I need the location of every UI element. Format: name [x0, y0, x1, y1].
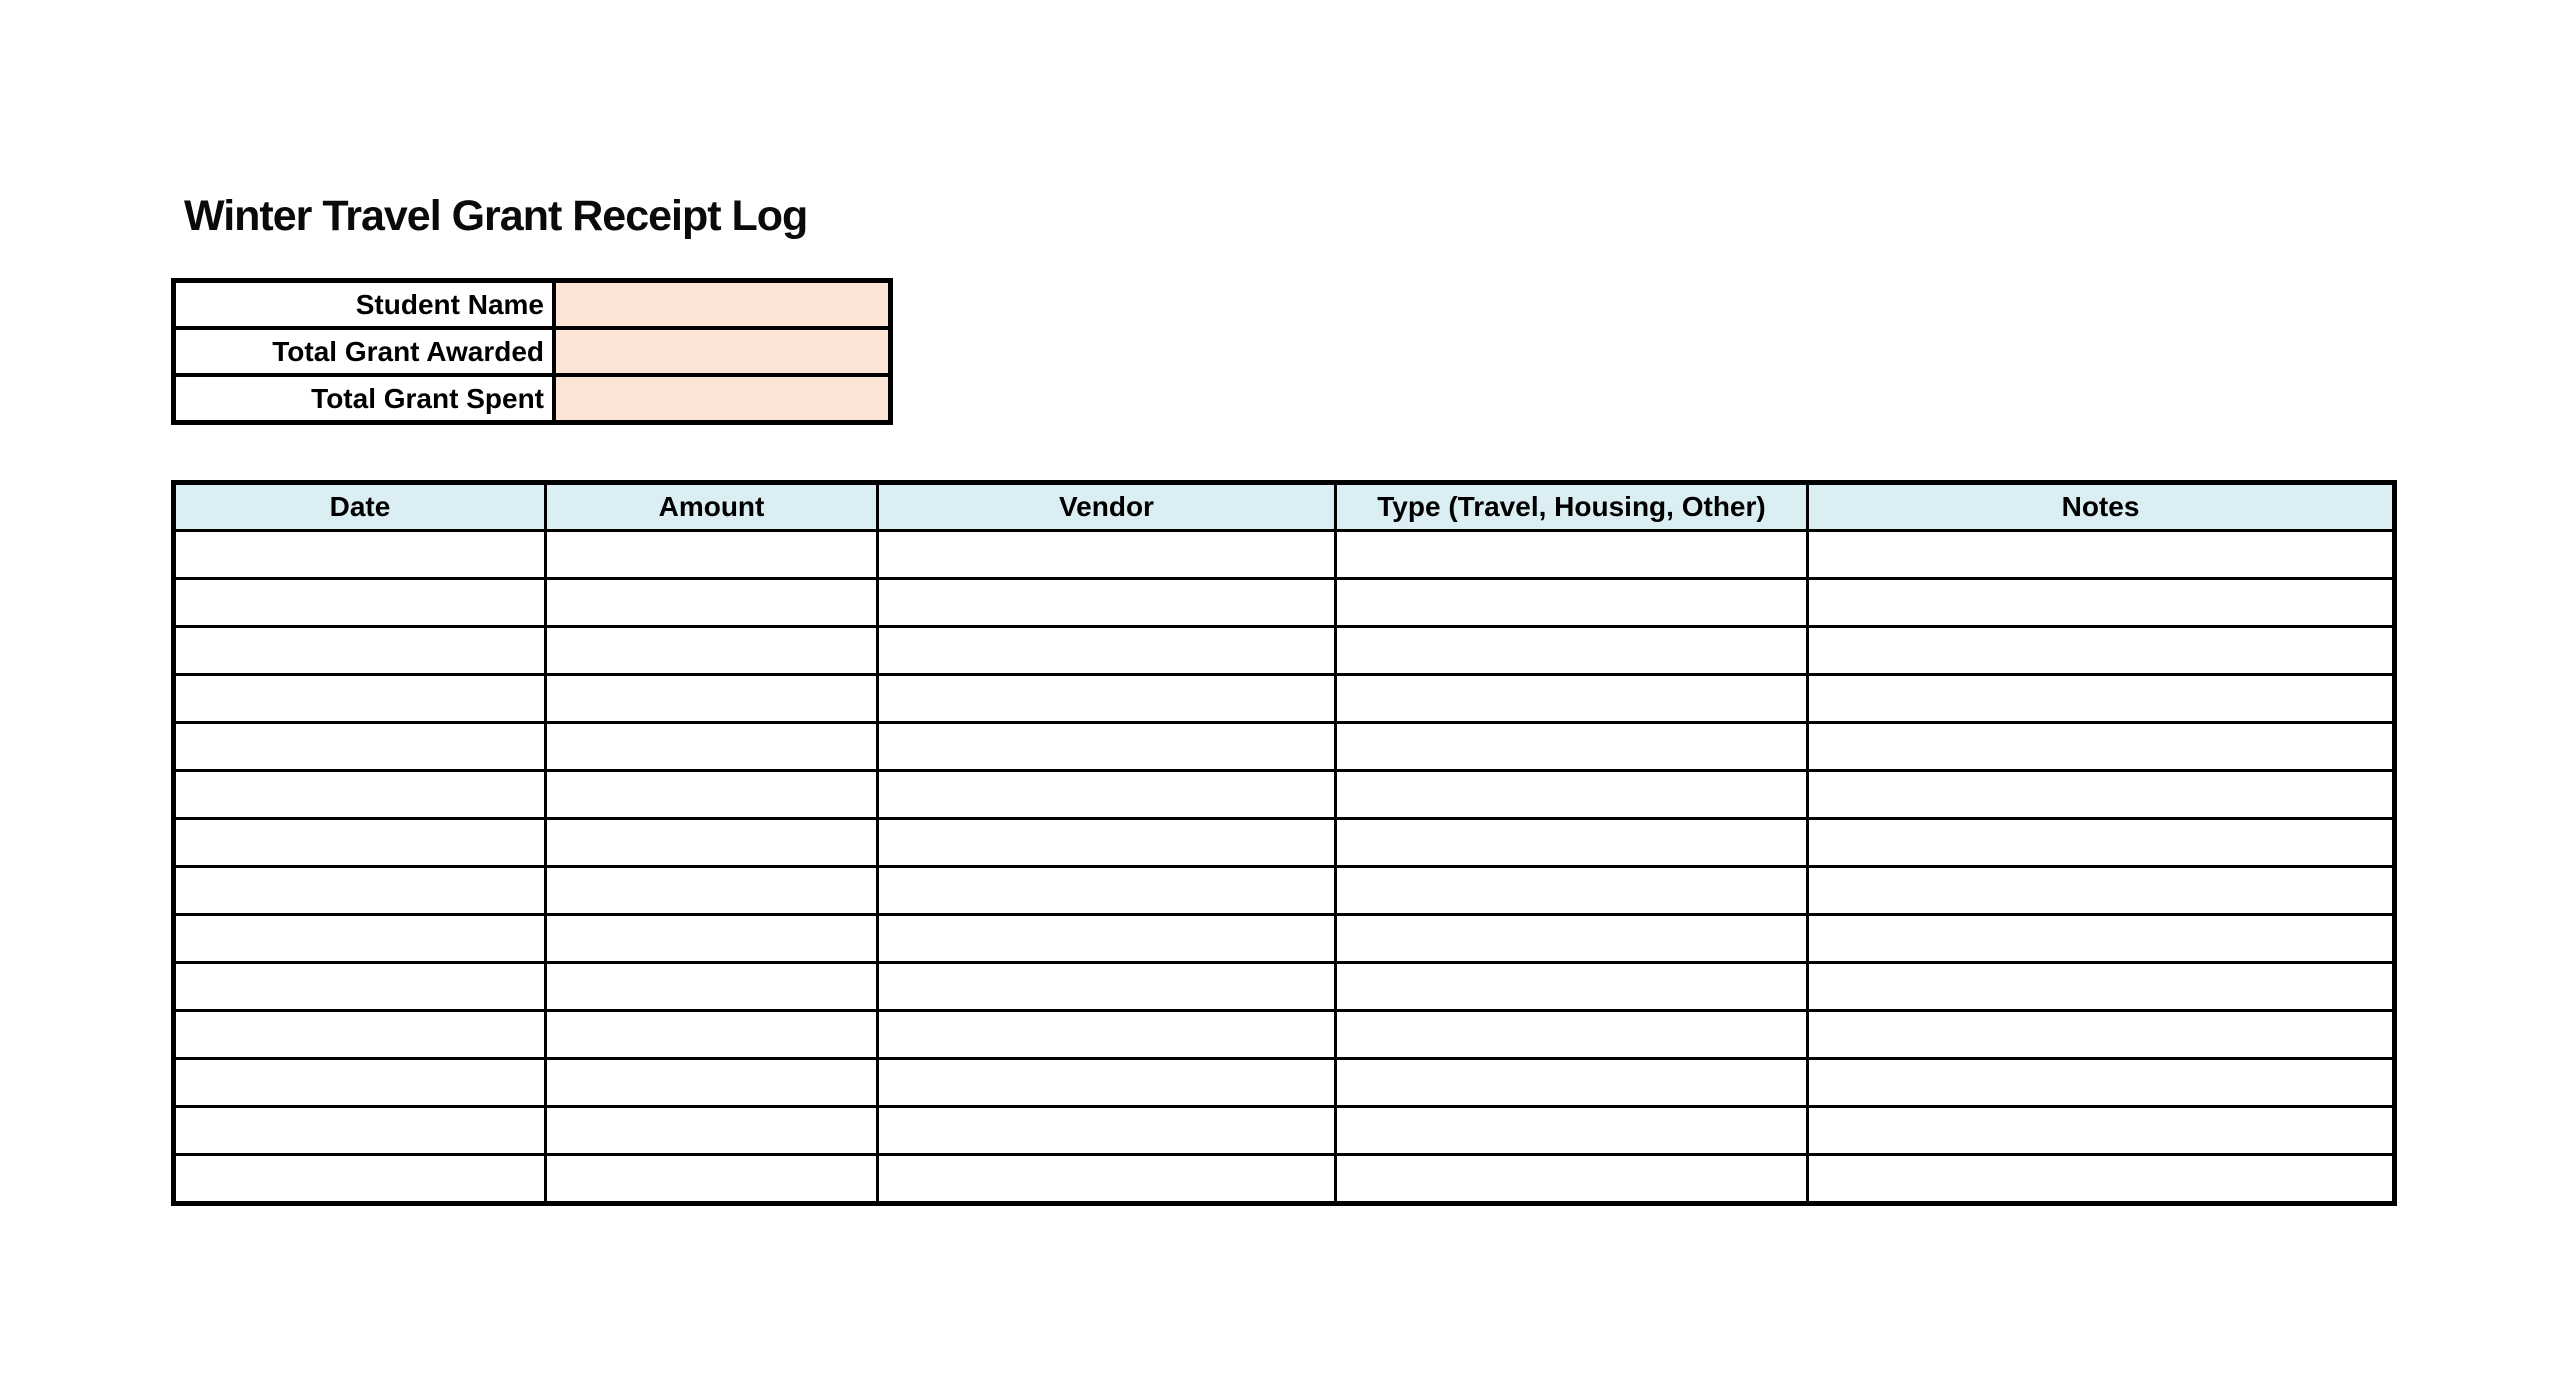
log-cell-date[interactable] — [174, 915, 546, 963]
log-cell-type[interactable] — [1336, 723, 1808, 771]
log-table-header-row — [174, 483, 2395, 531]
log-cell-amount[interactable] — [546, 867, 878, 915]
log-cell-notes[interactable] — [1808, 771, 2395, 819]
log-cell-date[interactable] — [174, 627, 546, 675]
info-row-total-grant-awarded — [174, 328, 891, 375]
log-cell-notes[interactable] — [1808, 627, 2395, 675]
log-cell-date[interactable] — [174, 675, 546, 723]
column-header-amount: Amount — [546, 483, 878, 531]
log-cell-date[interactable] — [174, 579, 546, 627]
student-name-label: Student Name — [174, 281, 555, 329]
log-cell-vendor[interactable] — [878, 579, 1336, 627]
log-cell-amount[interactable] — [546, 675, 878, 723]
log-cell-notes[interactable] — [1808, 1011, 2395, 1059]
receipt-log-table — [171, 480, 2397, 1206]
info-table — [171, 278, 893, 425]
log-cell-date[interactable] — [174, 963, 546, 1011]
log-cell-type[interactable] — [1336, 915, 1808, 963]
log-cell-amount[interactable] — [546, 1011, 878, 1059]
column-header-notes: Notes — [1808, 483, 2395, 531]
log-cell-notes[interactable] — [1808, 579, 2395, 627]
log-cell-vendor[interactable] — [878, 867, 1336, 915]
log-cell-notes[interactable] — [1808, 675, 2395, 723]
log-cell-date[interactable] — [174, 819, 546, 867]
log-cell-type[interactable] — [1336, 531, 1808, 579]
log-cell-vendor[interactable] — [878, 675, 1336, 723]
info-row-total-grant-spent — [174, 375, 891, 423]
log-cell-vendor[interactable] — [878, 723, 1336, 771]
total-grant-spent-label: Total Grant Spent — [174, 375, 555, 423]
log-cell-vendor[interactable] — [878, 963, 1336, 1011]
log-cell-vendor[interactable] — [878, 819, 1336, 867]
column-header-date: Date — [174, 483, 546, 531]
log-table-row — [174, 627, 2395, 675]
log-cell-type[interactable] — [1336, 1059, 1808, 1107]
log-cell-notes[interactable] — [1808, 531, 2395, 579]
log-table-row — [174, 1107, 2395, 1155]
log-cell-amount[interactable] — [546, 1059, 878, 1107]
log-table-row — [174, 1059, 2395, 1107]
log-cell-vendor[interactable] — [878, 1107, 1336, 1155]
total-grant-awarded-label: Total Grant Awarded — [174, 328, 555, 375]
log-cell-amount[interactable] — [546, 579, 878, 627]
log-cell-vendor[interactable] — [878, 1011, 1336, 1059]
log-cell-type[interactable] — [1336, 1155, 1808, 1204]
log-cell-type[interactable] — [1336, 771, 1808, 819]
log-cell-type[interactable] — [1336, 867, 1808, 915]
log-cell-date[interactable] — [174, 1155, 546, 1204]
log-cell-date[interactable] — [174, 1011, 546, 1059]
log-table-row — [174, 579, 2395, 627]
log-cell-notes[interactable] — [1808, 1059, 2395, 1107]
column-header-type: Type (Travel, Housing, Other) — [1336, 483, 1808, 531]
log-cell-notes[interactable] — [1808, 723, 2395, 771]
log-cell-type[interactable] — [1336, 1107, 1808, 1155]
log-table-row — [174, 675, 2395, 723]
log-cell-amount[interactable] — [546, 1107, 878, 1155]
log-cell-date[interactable] — [174, 1107, 546, 1155]
log-cell-date[interactable] — [174, 723, 546, 771]
log-cell-vendor[interactable] — [878, 1155, 1336, 1204]
log-cell-vendor[interactable] — [878, 771, 1336, 819]
log-cell-notes[interactable] — [1808, 819, 2395, 867]
page-title: Winter Travel Grant Receipt Log — [184, 192, 808, 240]
log-cell-amount[interactable] — [546, 915, 878, 963]
log-cell-date[interactable] — [174, 867, 546, 915]
log-cell-type[interactable] — [1336, 627, 1808, 675]
total-grant-spent-input-cell[interactable] — [554, 375, 891, 423]
log-cell-date[interactable] — [174, 531, 546, 579]
log-table-row — [174, 915, 2395, 963]
student-name-input-cell[interactable] — [554, 281, 891, 329]
log-cell-type[interactable] — [1336, 579, 1808, 627]
log-table-row — [174, 819, 2395, 867]
log-cell-notes[interactable] — [1808, 1155, 2395, 1204]
log-cell-notes[interactable] — [1808, 867, 2395, 915]
log-table-row — [174, 531, 2395, 579]
log-cell-type[interactable] — [1336, 675, 1808, 723]
log-cell-date[interactable] — [174, 1059, 546, 1107]
log-cell-amount[interactable] — [546, 723, 878, 771]
log-cell-date[interactable] — [174, 771, 546, 819]
log-cell-type[interactable] — [1336, 1011, 1808, 1059]
log-cell-type[interactable] — [1336, 819, 1808, 867]
log-cell-type[interactable] — [1336, 963, 1808, 1011]
log-table-row — [174, 963, 2395, 1011]
log-cell-amount[interactable] — [546, 963, 878, 1011]
info-row-student-name — [174, 281, 891, 329]
column-header-vendor: Vendor — [878, 483, 1336, 531]
log-cell-amount[interactable] — [546, 771, 878, 819]
log-table-row — [174, 723, 2395, 771]
log-cell-notes[interactable] — [1808, 1107, 2395, 1155]
log-cell-amount[interactable] — [546, 1155, 878, 1204]
log-table-row — [174, 771, 2395, 819]
log-cell-amount[interactable] — [546, 819, 878, 867]
log-cell-vendor[interactable] — [878, 1059, 1336, 1107]
log-table-row — [174, 867, 2395, 915]
log-table-row — [174, 1011, 2395, 1059]
log-cell-amount[interactable] — [546, 531, 878, 579]
log-cell-notes[interactable] — [1808, 963, 2395, 1011]
log-cell-vendor[interactable] — [878, 627, 1336, 675]
log-table-body — [174, 531, 2395, 1204]
log-cell-vendor[interactable] — [878, 915, 1336, 963]
log-cell-amount[interactable] — [546, 627, 878, 675]
log-cell-notes[interactable] — [1808, 915, 2395, 963]
log-table-row — [174, 1155, 2395, 1204]
total-grant-awarded-input-cell[interactable] — [554, 328, 891, 375]
log-cell-vendor[interactable] — [878, 531, 1336, 579]
